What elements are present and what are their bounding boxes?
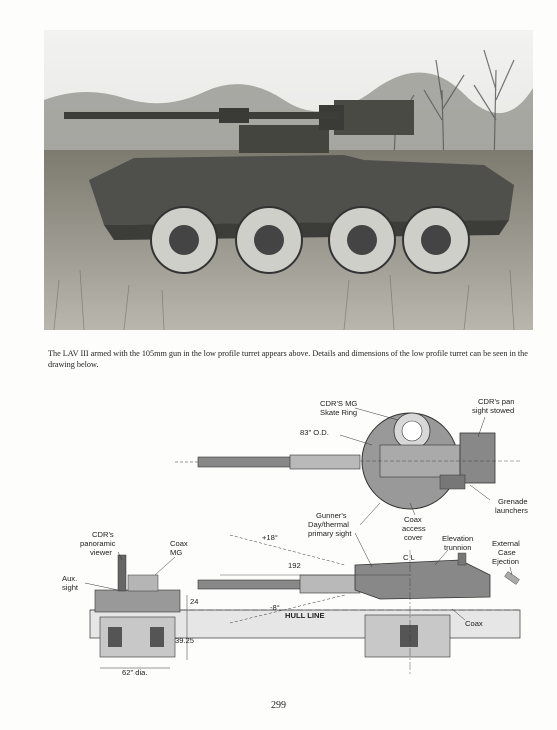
- turret-drawing: [0, 385, 557, 685]
- label-panoramic: panoramic: [80, 539, 116, 548]
- label-od: 83" O.D.: [300, 428, 329, 437]
- label-minus8: -8°: [270, 603, 280, 612]
- label-cdr-mg: CDR'S MG: [320, 399, 358, 408]
- label-coax-access-2: access: [402, 524, 426, 533]
- photo-illustration: [44, 30, 533, 330]
- label-external: External: [492, 539, 520, 548]
- page-number: 299: [271, 700, 286, 711]
- label-primary-sight: primary sight: [308, 529, 352, 538]
- label-ejection: Ejection: [492, 557, 520, 566]
- label-grenade: Grenade: [498, 497, 528, 506]
- label-coax-access-3: cover: [404, 533, 423, 542]
- label-sight: sight: [62, 583, 79, 592]
- label-day-thermal: Day/thermal: [308, 520, 349, 529]
- label-elevation: Elevation: [442, 534, 474, 543]
- photo-caption: The LAV III armed with the 105mm gun in the low profile turret appears above. Details and dimensions of the low profile turret can be seen in the drawing below.: [48, 349, 528, 369]
- label-trunnion: trunnion: [444, 543, 472, 552]
- label-cdrs: CDR's: [92, 530, 114, 539]
- label-dim62: 62" dia.: [122, 668, 148, 677]
- label-case: Case: [498, 548, 516, 557]
- label-skate-ring: Skate Ring: [320, 408, 358, 417]
- lav3-photograph: [44, 30, 533, 330]
- label-gunners: Gunner's: [316, 511, 347, 520]
- label-coax-access-1: Coax: [404, 515, 422, 524]
- top-view: [175, 413, 520, 509]
- label-coax: Coax: [170, 539, 188, 548]
- label-launchers: launchers: [495, 506, 528, 515]
- label-coax-front: Coax: [465, 619, 483, 628]
- label-hull-line: HULL LINE: [285, 611, 325, 620]
- label-dim3925: 39.25: [175, 636, 195, 645]
- label-mg: MG: [170, 548, 183, 557]
- label-cdr-pan: CDR's pan: [478, 397, 515, 406]
- label-dim192: 192: [288, 561, 301, 570]
- side-view: [90, 535, 520, 675]
- label-viewer: viewer: [90, 548, 112, 557]
- label-sight-stowed: sight stowed: [472, 406, 515, 415]
- label-plus18: +18°: [262, 533, 278, 542]
- label-aux: Aux.: [62, 574, 78, 583]
- label-dim24: 24: [190, 597, 199, 606]
- label-cl: C L: [403, 553, 415, 562]
